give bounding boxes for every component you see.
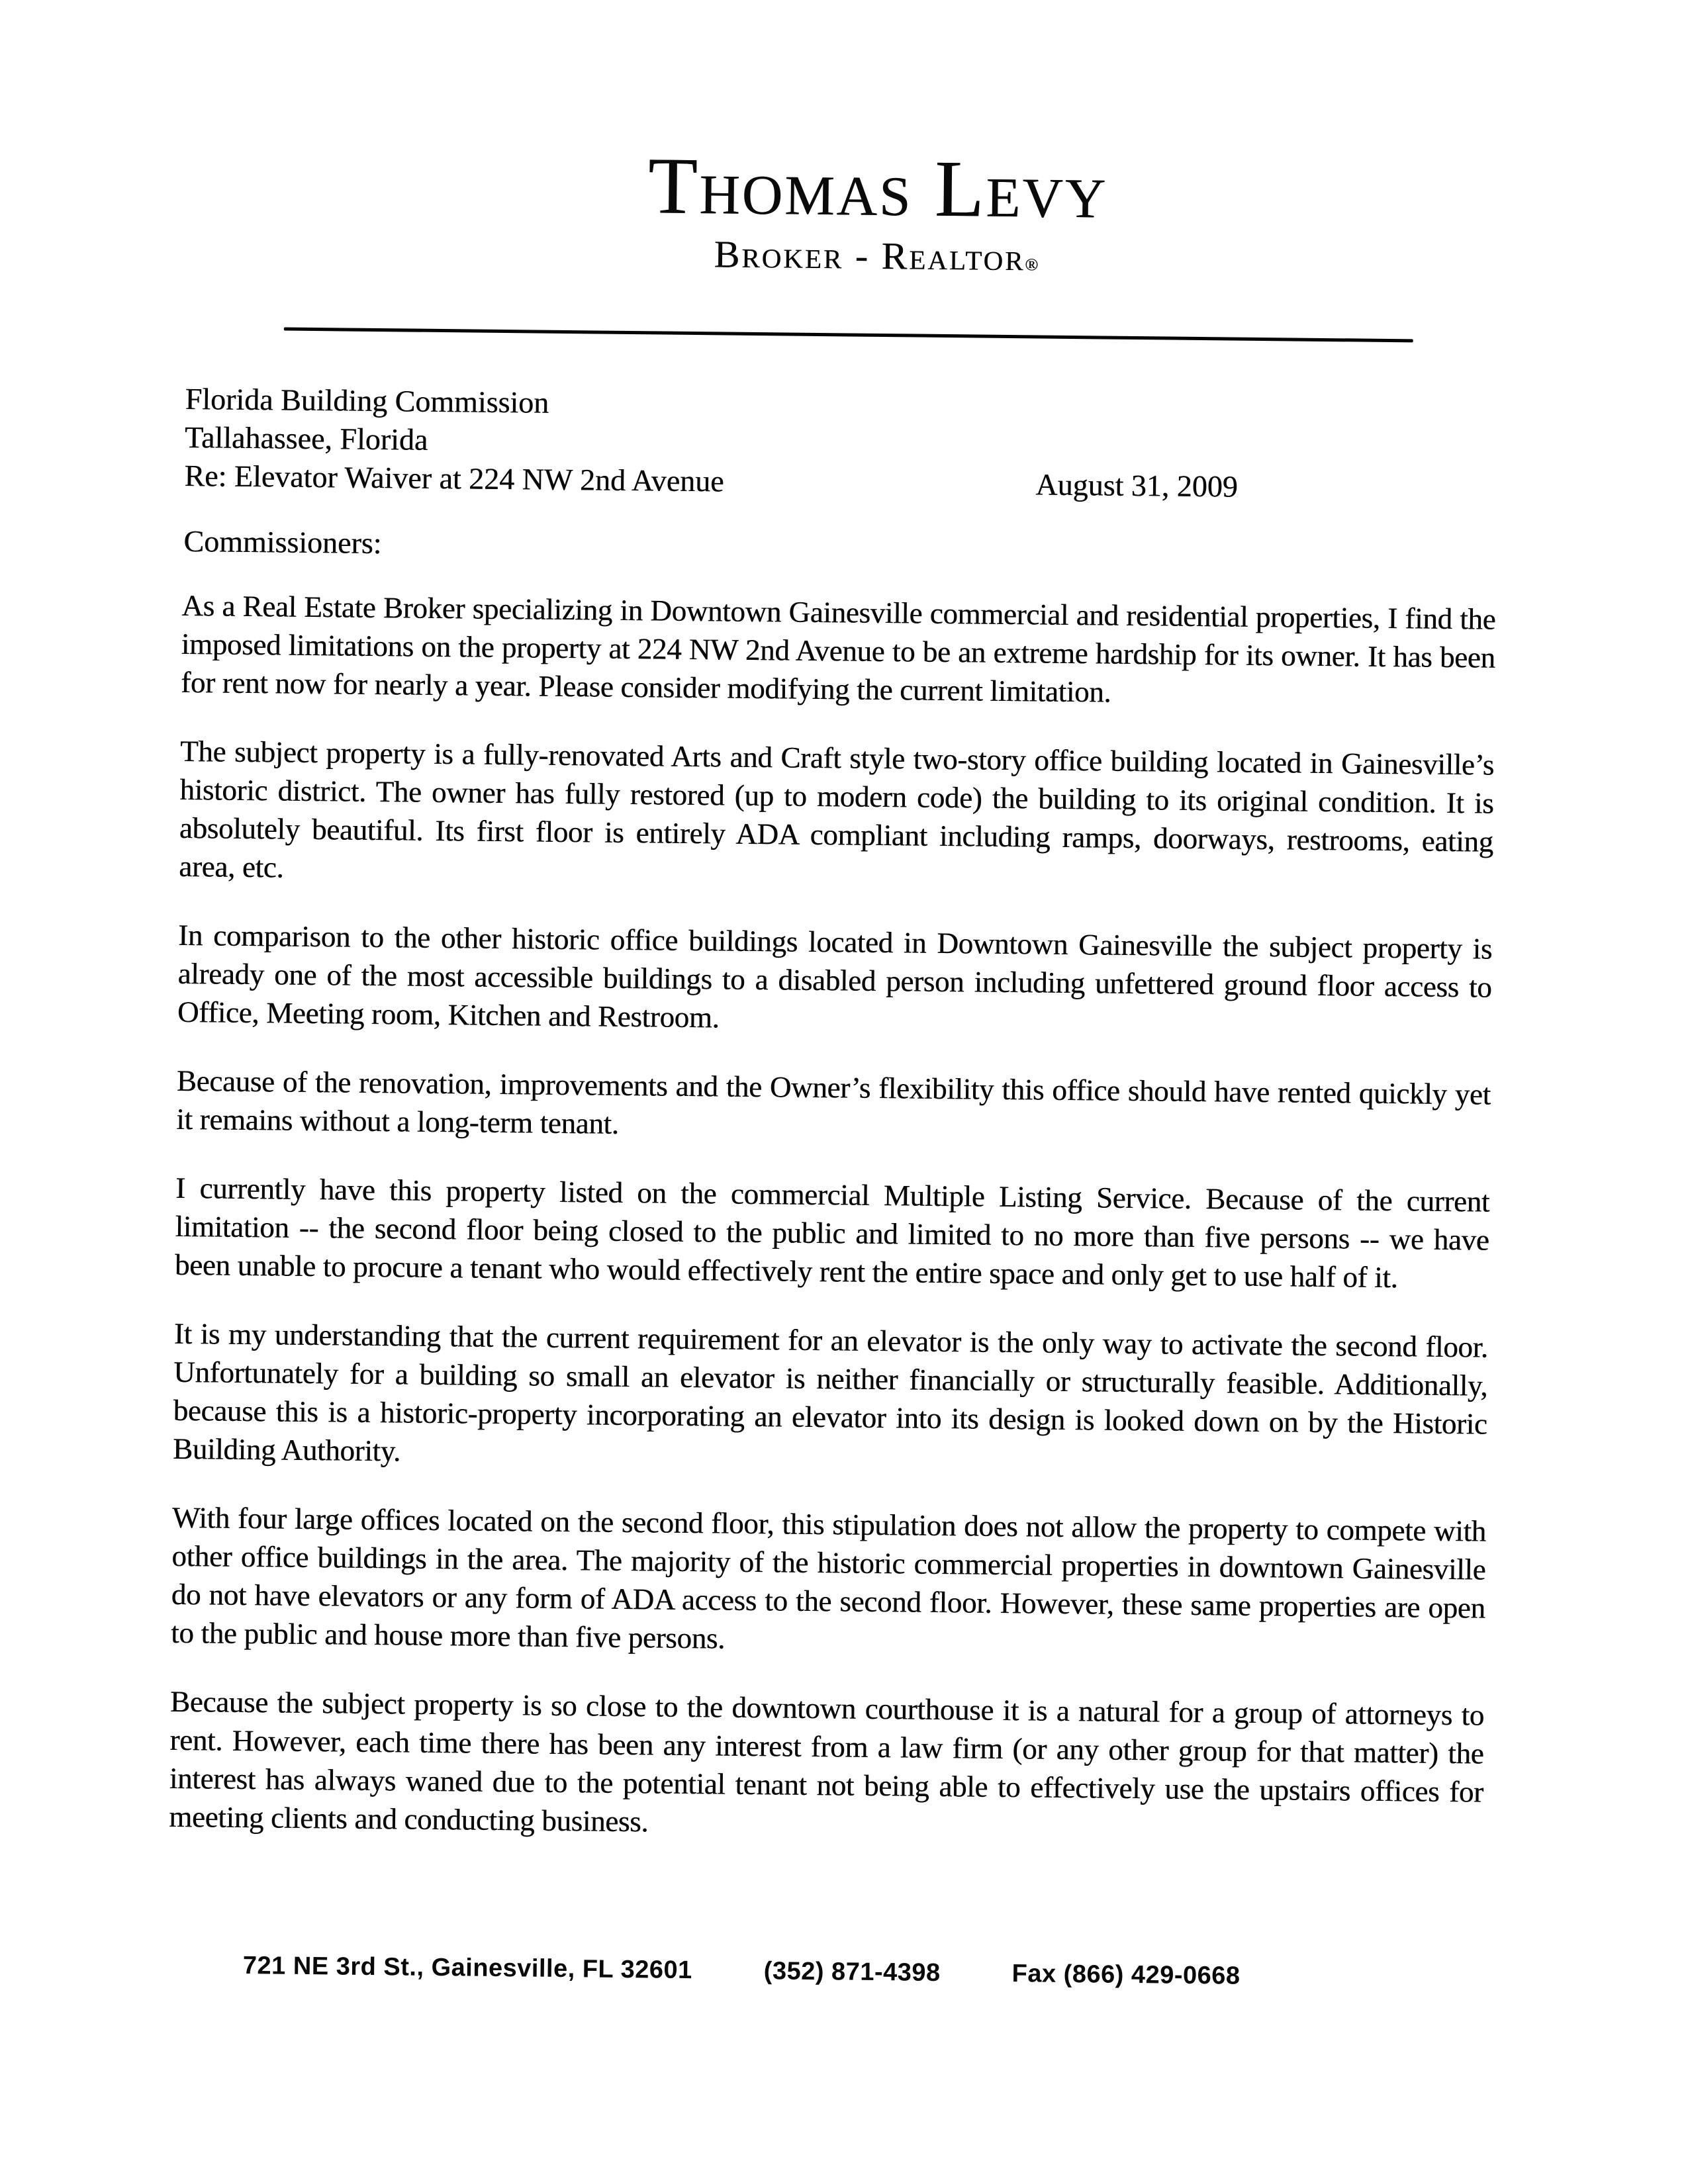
body-paragraph: I currently have this property listed on the commercial Multiple Listing Service. Because of the current limitation -- the second floor being closed to the public and limited to no more than five persons -- we have been unable to procure a tenant who would effectively rent the entire space and only get to use half of it. — [174, 1171, 1490, 1295]
letterhead — [33, 140, 1688, 285]
letterhead-title-text: Broker - Realtor — [714, 232, 1025, 279]
salutation: Commissioners: — [183, 523, 382, 561]
footer-fax: Fax (866) 429-0668 — [1011, 1960, 1241, 1990]
body-paragraph: As a Real Estate Broker specializing in Downtown Gainesville commercial and residential properties, I find the imposed limitations on the property at 224 NW 2nd Avenue to be an extreme hardship for its owner. It has been for rent now for nearly a year. Please consider modifying the current limitation. — [180, 588, 1496, 709]
recipient-city: Tallahassee, Florida — [184, 420, 428, 457]
body-paragraph: Because of the renovation, improvements and the Owner’s flexibility this office should have rented quickly yet it remains without a long-term tenant. — [176, 1064, 1491, 1140]
letterhead-divider-rule — [284, 328, 1413, 343]
footer-contact-line — [243, 1952, 1241, 1991]
body-paragraph: It is my understanding that the current requirement for an elevator is the only way to activate the second floor. Unfortunately for a building so small an elevator is neither financially or structurally feasible. Additionally, because this is a historic-property incorporating an elevator into its design is looked down on by the Historic Building Authority. — [172, 1316, 1489, 1468]
recipient-block — [184, 380, 1503, 509]
body-paragraph: In comparison to the other historic office buildings located in Downtown Gainesville the subject property is already one of the most accessible buildings to a disabled person including unfettered ground floor access to Office, Meeting room, Kitchen and Restroom. — [177, 918, 1493, 1034]
footer-address: 721 NE 3rd St., Gainesville, FL 32601 — [242, 1952, 693, 1985]
subject-line: Re: Elevator Waiver at 224 NW 2nd Avenue — [184, 458, 724, 498]
registered-trademark-symbol: ® — [1025, 255, 1041, 275]
footer-phone: (352) 871-4398 — [763, 1957, 941, 1987]
body-paragraph: The subject property is a fully-renovated Arts and Craft style two-story office building located in Gainesville’s historic district. The owner has fully restored (up to modern code) the building to its original condition. It is absolutely beautiful. Its first floor is entirely ADA compliant including ramps, doorways, restrooms, eating area, etc. — [179, 734, 1495, 884]
letterhead-title — [33, 228, 1688, 285]
letterhead-name: Thomas Levy — [647, 141, 1108, 236]
recipient-organization: Florida Building Commission — [185, 381, 549, 420]
body-paragraph: With four large offices located on the second floor, this stipulation does not allow the property to compete with other office buildings in the area. The majority of the historic commercial properties in downtown Gainesville do not have elevators or any form of ADA access to the second floor. However, these same properties are open to the public and house more than five persons. — [170, 1500, 1487, 1655]
letter-body — [168, 586, 1495, 1880]
body-paragraph: Because the subject property is so close to the downtown courthouse it is a natural for a group of attorneys to rent. However, each time there has been any interest from a law firm (or any other group for that matter) the interest has always waned due to the potential tenant not being able to effectively use the upstairs offices for meeting clients and conducting business. — [169, 1684, 1485, 1839]
letter-date: August 31, 2009 — [1035, 467, 1239, 504]
